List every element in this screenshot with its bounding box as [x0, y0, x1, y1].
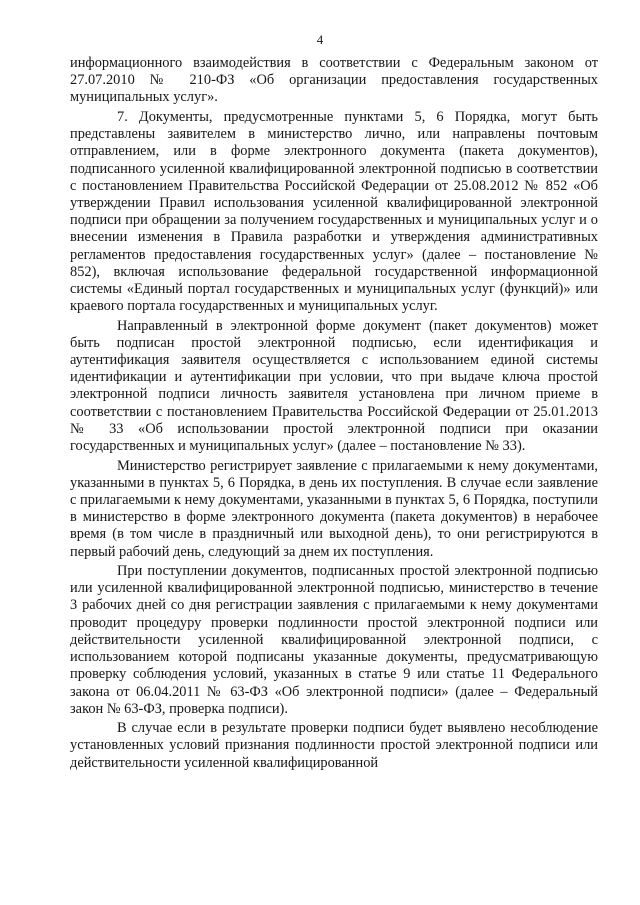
- document-body: [70, 55, 598, 772]
- paragraph-simple-signature: Направленный в электронной форме документ (пакет документов) может быть подписан простой электронной подписью, если идентификация и аутентификация заявителя осуществляется с использованием единой системы идентификации и аутентификации при условии, что при выдаче ключа простой электронной подписи личность заявителя установлена при личном приеме в соответствии с постановлением Правительства Российской Федерации от 25.01.2013 № 33 «Об использовании простой электронной подписи при оказании государственных и муниципальных услуг» (далее – постановление № 33).: [70, 317, 598, 455]
- paragraph-registration: Министерство регистрирует заявление с прилагаемыми к нему документами, указанными в пунктах 5, 6 Порядка, в день их поступления. В случае если заявление с прилагаемыми к нему документами, указанными в пунктах 5, 6 Порядка, поступили в министерство в форме электронного документа (пакета документов) в нерабочее время (в том числе в праздничный или выходной день), то они регистрируются в первый рабочий день, следующий за днем их поступления.: [70, 457, 598, 560]
- paragraph-check-result: В случае если в результате проверки подписи будет выявлено несоблюдение установленных условий признания подлинности простой электронной подписи или действительности усиленной квалифицированной: [70, 720, 598, 771]
- paragraph-continuation: информационного взаимодействия в соответствии с Федеральным законом от 27.07.2010 № 210-ФЗ «Об организации предоставления государственных муниципальных услуг».: [70, 55, 598, 106]
- paragraph-item-7: 7. Документы, предусмотренные пунктами 5, 6 Порядка, могут быть представлены заявителем в министерство лично, или направлены почтовым отправлением, или в форме электронного документа (пакета документов), подписанного усиленной квалифицированной электронной подписью в соответствии с постановлением Правительства Российской Федерации от 25.08.2012 № 852 «Об утверждении Правил использования усиленной квалифицированной электронной подписи при обращении за получением государственных и муниципальных услуг и о внесении изменения в Правила разработки и утверждения административных регламентов предоставления государственных услуг» (далее – постановление № 852), включая использование федеральной государственной информационной системы «Единый портал государственных и муниципальных услуг (функций)» или краевого портала государственных и муниципальных услуг.: [70, 108, 598, 315]
- paragraph-signature-check: При поступлении документов, подписанных простой электронной подписью или усиленной квалифицированной электронной подписью, министерство в течение 3 рабочих дней со дня регистрации заявления с прилагаемыми к нему документами проводит процедуру проверки подлинности простой электронной подписи или действительности усиленной квалифицированной электронной подписи, с использованием которой подписаны указанные документы, предусматривающую проверку соблюдения условий, указанных в статье 9 или статье 11 Федерального закона от 06.04.2011 № 63-ФЗ «Об электронной подписи» (далее – Федеральный закон № 63-ФЗ, проверка подписи).: [70, 563, 598, 717]
- page-number: 4: [316, 32, 324, 47]
